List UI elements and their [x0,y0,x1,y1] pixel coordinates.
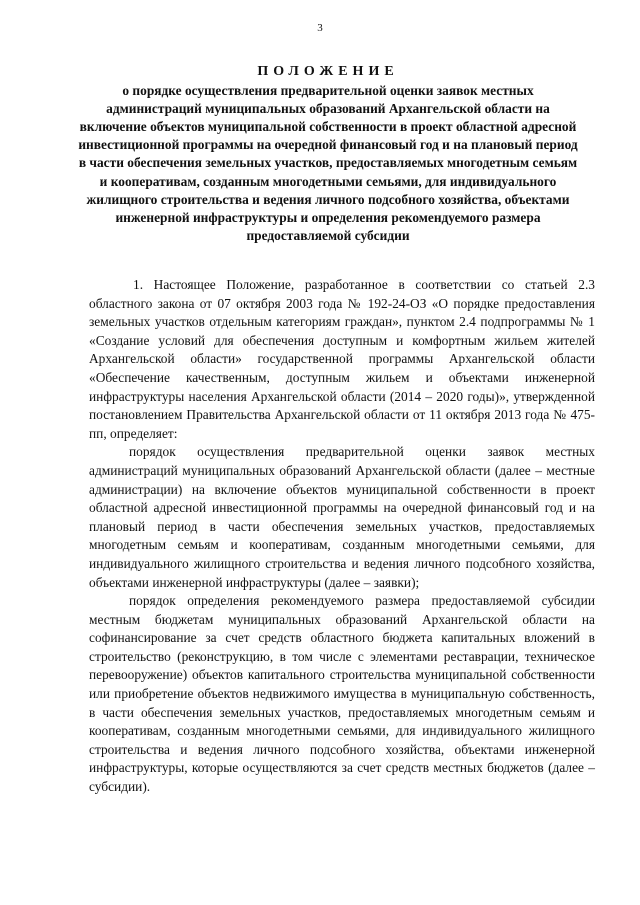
page-number: 3 [317,22,323,34]
paragraph-3: порядок определения рекомендуемого размера предоставляемой субсидии местным бюджетам муниципальных образований Архангельской области на софинансирование за счет средств областного бюджета капитальных вложений в строительство (реконструкцию, в том числе с элементами реставрации, техническое перевооружение) объектов капитального строительства муниципальной собственности или приобретение объектов недвижимого имущества в муниципальную собственность, в части обеспечения земельных участков, предоставляемых многодетным семьям и кооперативам, созданным многодетными семьями, для индивидуального жилищного строительства и ведения личного подсобного хозяйства, объектами инженерной инфраструктуры, которые осуществляются за счет средств местных бюджетов (далее – субсидии). [89,593,595,795]
document-title [78,63,578,245]
paragraph-2: порядок осуществления предварительной оценки заявок местных администраций муниципальных образований Архангельской области (далее – местные администрации) на включение объектов муниципальной собственности в проект областной адресной инвестиционной программы на очередной финансовый год и на плановый период в части обеспечения земельных участков, предоставляемых многодетным семьям и кооперативам, созданным многодетными семьями, для индивидуального жилищного строительства и ведения личного подсобного хозяйства, объектами инженерной инфраструктуры (далее – заявки); [89,444,595,590]
document-body [89,276,595,797]
title-subtitle: о порядке осуществления предварительной оценки заявок местных администраций муниципальных образований Архангельской области на включение объектов муниципальной собственности в проект областной адресной инвестиционной программы на очередной финансовый год и на плановый период в части обеспечения земельных участков, предоставляемых многодетным семьям и кооперативам, созданным многодетными семьями, для индивидуального жилищного строительства и ведения личного подсобного хозяйства, объектами инженерной инфраструктуры и определения рекомендуемого размера предоставляемой субсидии [78,83,578,243]
paragraph-1: 1. Настоящее Положение, разработанное в соответствии со статьей 2.3 областного закона от 07 октября 2003 года № 192-24-ОЗ «О порядке предоставления земельных участков отдельным категориям граждан», пунктом 2.4 подпрограммы № 1 «Создание условий для обеспечения доступным и комфортным жильем жителей Архангельской области» государственной программы Архангельской области «Обеспечение качественным, доступным жильем и объектами инженерной инфраструктуры населения Архангельской области (2014 – 2020 годы)», утвержденной постановлением Правительства Архангельской области от 11 октября 2013 года № 475-пп, определяет: [89,277,595,441]
title-heading: ПОЛОЖЕНИЕ [257,64,399,79]
